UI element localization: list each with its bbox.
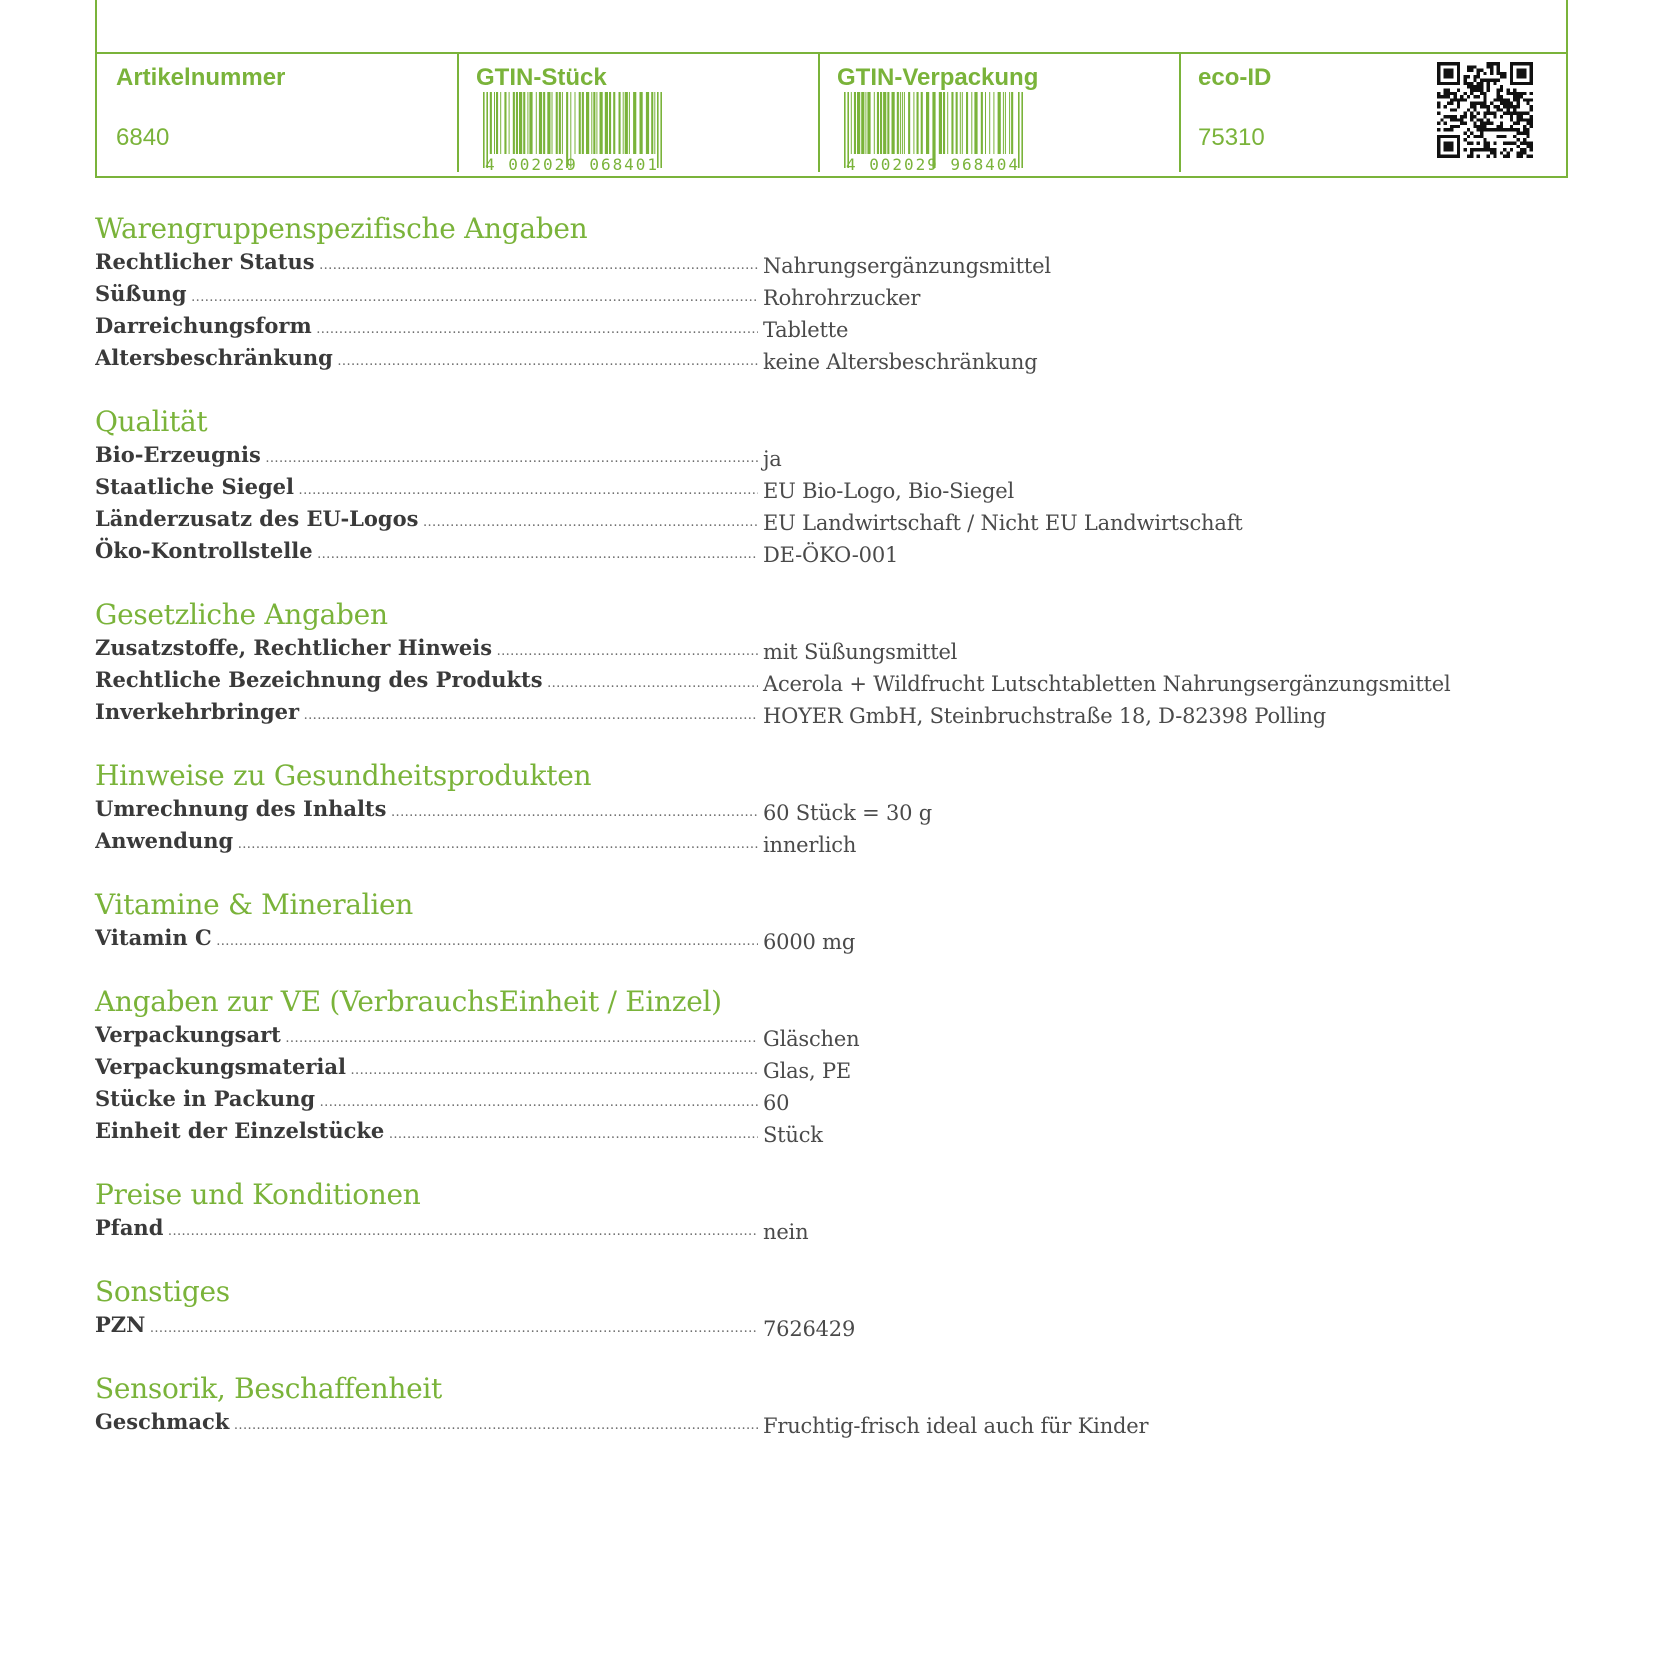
eco-id-value: 75310 [1198,124,1265,151]
section [95,984,1565,1148]
detail-row [95,536,1565,568]
detail-row [95,343,1565,375]
detail-value: 7626429 [763,1317,856,1341]
detail-value: nein [763,1220,809,1244]
detail-row [95,1084,1565,1116]
gtin-stueck-barcode [483,92,663,172]
artikelnummer-value: 6840 [116,124,170,151]
detail-label: Zusatzstoffe, Rechtlicher Hinweis ..... [95,633,758,665]
detail-label: Geschmack ..... [95,1407,758,1439]
detail-row [95,440,1565,472]
section [95,1177,1565,1245]
gtin-verpackung-number: 4 002029 968404 [846,155,1018,172]
section-title: Hinweise zu Gesundheitsprodukten [95,759,592,792]
section-title: Preise und Konditionen [95,1178,421,1211]
detail-row [95,826,1565,858]
section-title: Gesetzliche Angaben [95,598,388,631]
detail-value: Rohrohrzucker [763,286,921,310]
section [95,887,1565,955]
detail-row [95,1020,1565,1052]
header-row [97,52,1566,180]
detail-row [95,1052,1565,1084]
detail-label: Rechtliche Bezeichnung des Produkts ..... [95,665,758,697]
detail-row [95,311,1565,343]
section [95,211,1565,375]
eco-id-cell [1179,54,1566,180]
detail-row [95,1213,1565,1245]
detail-value: 60 [763,1091,790,1115]
detail-value: Gläschen [763,1027,860,1051]
detail-value: Stück [763,1123,823,1147]
detail-value: innerlich [763,833,857,857]
detail-label: Stücke in Packung ..... [95,1084,758,1116]
detail-value: Acerola + Wildfrucht Lutschtabletten Nahrungsergänzungsmittel [763,672,1451,696]
detail-label: Süßung ..... [95,279,758,311]
detail-value: ja [763,447,782,471]
detail-label: Inverkehrbringer ..... [95,697,758,729]
detail-label: Umrechnung des Inhalts ..... [95,794,758,826]
section [95,1371,1565,1439]
detail-label: Länderzusatz des EU-Logos ..... [95,504,758,536]
detail-value: Fruchtig-frisch ideal auch für Kinder [763,1414,1149,1438]
qr-code-icon [1437,62,1533,158]
detail-value: EU Landwirtschaft / Nicht EU Landwirtschaft [763,511,1243,535]
section-title: Vitamine & Mineralien [95,888,413,921]
detail-value: DE-ÖKO-001 [763,543,899,567]
detail-row [95,923,1565,955]
gtin-stueck-label: GTIN-Stück [476,64,607,91]
detail-row [95,633,1565,665]
artikelnummer-label: Artikelnummer [116,64,286,91]
section-title: Qualität [95,405,208,438]
detail-label: Vitamin C ..... [95,923,758,955]
detail-label: Bio-Erzeugnis ..... [95,440,758,472]
section [95,1274,1565,1342]
detail-row [95,697,1565,729]
detail-value: 60 Stück = 30 g [763,801,933,825]
detail-label: Altersbeschränkung ..... [95,343,758,375]
detail-label: Rechtlicher Status ..... [95,247,758,279]
detail-label: Verpackungsmaterial ..... [95,1052,758,1084]
detail-row [95,794,1565,826]
detail-label: PZN ..... [95,1310,758,1342]
detail-row [95,1310,1565,1342]
gtin-stueck-number: 4 002029 068401 [485,155,657,172]
section-title: Sensorik, Beschaffenheit [95,1372,442,1405]
detail-value: keine Altersbeschränkung [763,350,1038,374]
product-header-box [95,0,1568,178]
detail-value: HOYER GmbH, Steinbruchstraße 18, D-82398 Polling [763,704,1327,728]
detail-value: mit Süßungsmittel [763,640,958,664]
section [95,758,1565,858]
detail-label: Darreichungsform ..... [95,311,758,343]
detail-row [95,1116,1565,1148]
detail-row [95,247,1565,279]
detail-row [95,665,1565,697]
product-details [95,211,1565,1468]
detail-label: Verpackungsart ..... [95,1020,758,1052]
detail-value: 6000 mg [763,930,856,954]
gtin-verpackung-barcode [844,92,1024,172]
detail-label: Staatliche Siegel ..... [95,472,758,504]
section [95,404,1565,568]
detail-label: Öko-Kontrollstelle ..... [95,536,758,568]
gtin-stueck-cell [457,54,818,180]
detail-value: Tablette [763,318,849,342]
gtin-verpackung-label: GTIN-Verpackung [837,64,1039,91]
eco-id-label: eco-ID [1198,64,1272,91]
gtin-verpackung-cell [818,54,1179,180]
detail-label: Anwendung ..... [95,826,758,858]
detail-value: Glas, PE [763,1059,851,1083]
detail-row [95,279,1565,311]
detail-row [95,472,1565,504]
detail-value: Nahrungsergänzungsmittel [763,254,1051,278]
detail-row [95,504,1565,536]
section-title: Warengruppenspezifische Angaben [95,212,588,245]
artikelnummer-cell [97,54,457,180]
section [95,597,1565,729]
section-title: Angaben zur VE (VerbrauchsEinheit / Einzel) [95,985,722,1018]
detail-label: Pfand ..... [95,1213,758,1245]
detail-value: EU Bio-Logo, Bio-Siegel [763,479,1015,503]
detail-label: Einheit der Einzelstücke ..... [95,1116,758,1148]
detail-row [95,1407,1565,1439]
section-title: Sonstiges [95,1275,230,1308]
